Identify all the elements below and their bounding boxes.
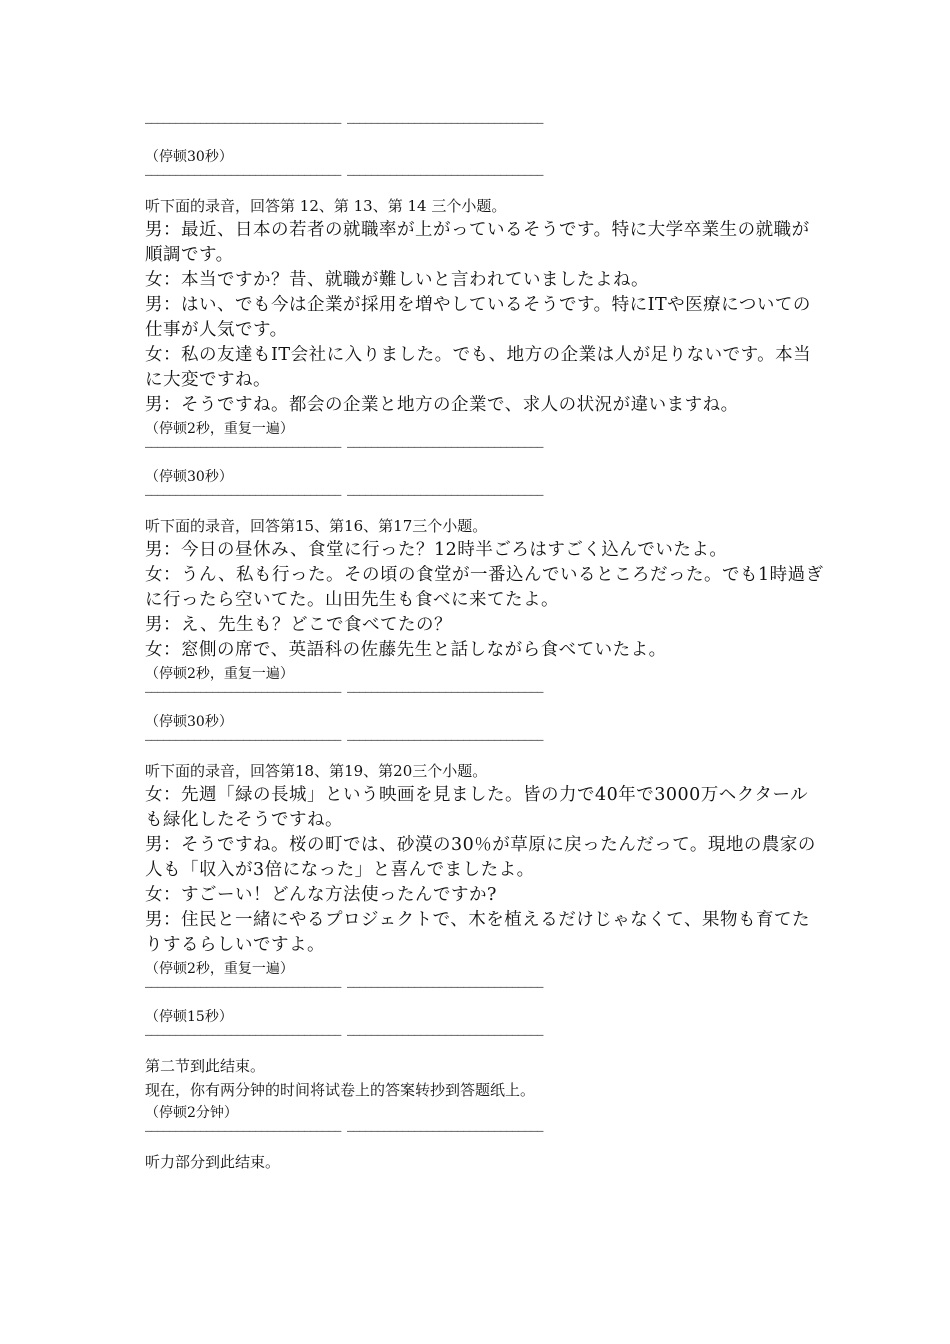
separator-line: ———————————————————————————————— ———————————————————————————————— [145,980,543,993]
pause-note: （停顿30秒） [145,469,233,485]
pause-note: （停顿30秒） [145,714,233,730]
dialogue-line: 女：すごーい！どんな方法使ったんですか? [145,885,497,905]
document-page [145,0,825,1174]
dialogue-line: 女：うん、私も行った。その頃の食堂が一番込んでいるところだった。でも1時過ぎに行ったら空いてた。山田先生も食べに来てたよ。 [145,565,824,610]
dialogue-line: 男：そうですね。都会の企業と地方の企業で、求人の状況が違いますね。 [145,395,739,415]
separator-line: ———————————————————————————————— ———————————————————————————————— [145,1028,543,1041]
dialogue-line: 女：本当ですか？昔、就職が難しいと言われていましたよね。 [145,270,649,290]
dialogue-line: 女：先週「緑の長城」という映画を見ました。皆の力で40年で3000万ヘクタールも緑化したそうですね。 [145,785,809,830]
instruction-text: 现在，你有两分钟的时间将试卷上的答案转抄到答题纸上。 [145,1081,536,1099]
instruction-text: 听下面的录音，回答第 12、第 13、第 14 三个小题。 [145,197,507,215]
dialogue-line: 男：え、先生も？どこで食べてたの？ [145,615,453,635]
pause-note: （停顿30秒） [145,149,233,165]
dialogue-line: 男：今日の昼休み、食堂に行った？12時半ごろはすごく込んでいたよ。 [145,540,728,560]
separator-line: ———————————————————————————————— ———————————————————————————————— [145,440,543,453]
section-end-text: 第二节到此结束。 [145,1057,266,1075]
instruction-text: 听下面的录音，回答第15、第16、第17三个小题。 [145,517,488,535]
pause-note: （停顿2秒，重复一遍） [145,666,294,682]
dialogue-line: 男：住民と一緒にやるプロジェクトで、木を植えるだけじゃなくて、果物も育てたりするらしいですよ。 [145,910,810,955]
separator-line: ———————————————————————————————— ———————————————————————————————— [145,733,543,746]
listening-end-text: 听力部分到此结束。 [145,1153,281,1171]
dialogue-line: 男：そうですね。桜の町では、砂漠の30％が草原に戻ったんだって。現地の農家の人も「収入が3倍になった」と喜んでましたよ。 [145,835,816,880]
pause-note: （停顿15秒） [145,1009,233,1025]
pause-note: （停顿2秒，重复一遍） [145,421,294,437]
dialogue-line: 男：はい、でも今は企業が採用を増やしているそうです。特にITや医療についての仕事が人気です。 [145,295,811,340]
pause-note: （停顿2秒，重复一遍） [145,961,294,977]
dialogue-line: 女：私の友達もIT会社に入りました。でも、地方の企業は人が足りないです。本当に大変ですね。 [145,345,812,390]
separator-line: ———————————————————————————————— ———————————————————————————————— [145,116,543,129]
pause-note: （停顿2分钟） [145,1105,238,1121]
separator-line: ———————————————————————————————— ———————————————————————————————— [145,168,543,181]
separator-line: ———————————————————————————————— ———————————————————————————————— [145,685,543,698]
dialogue-line: 女：窓側の席で、英語科の佐藤先生と話しながら食べていたよ。 [145,640,667,660]
instruction-text: 听下面的录音，回答第18、第19、第20三个小题。 [145,762,488,780]
dialogue-line: 男：最近、日本の若者の就職率が上がっているそうです。特に大学卒業生の就職が順調です。 [145,220,810,265]
separator-line: ———————————————————————————————— ———————————————————————————————— [145,488,543,501]
separator-line: ———————————————————————————————— ———————————————————————————————— [145,1124,543,1137]
